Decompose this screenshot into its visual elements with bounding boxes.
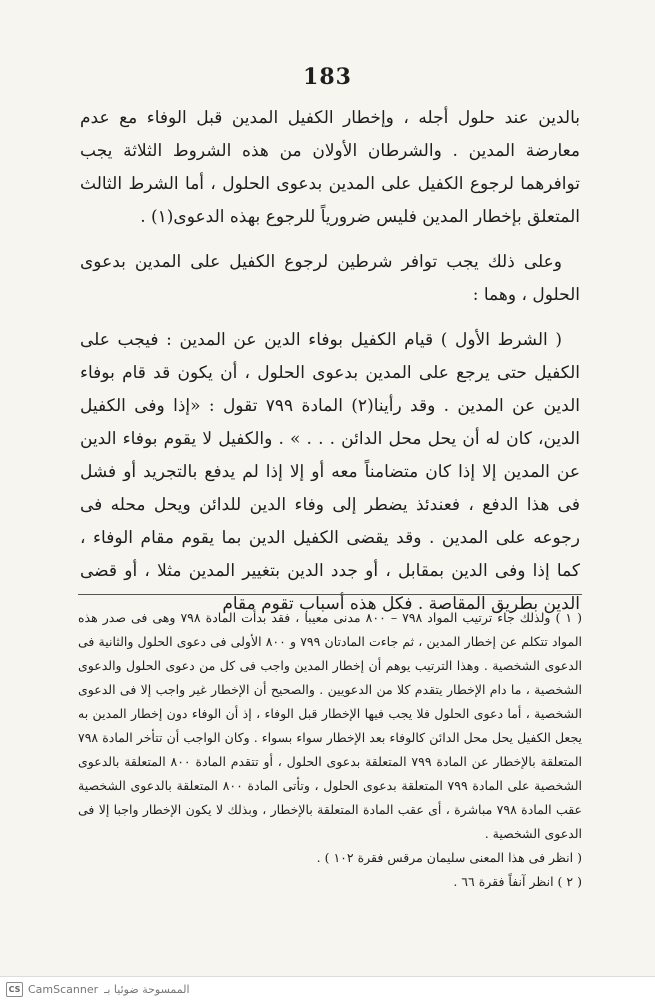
footnote-divider xyxy=(78,594,582,595)
page-number: 183 xyxy=(303,64,352,90)
footnote-1-reference: ( انظر فى هذا المعنى سليمان مرقس فقرة ١٠٢ ) . xyxy=(316,850,582,865)
paragraph-2: وعلى ذلك يجب توافر شرطين لرجوع الكفيل على المدين بدعوى الحلول ، وهما : xyxy=(80,252,580,305)
paragraph-1: بالدين عند حلول أجله ، وإخطار الكفيل المدين قبل الوفاء مع عدم معارضة المدين . والشرطان الأولان من هذه الشروط الثلاثة يجب توافرهما لرجوع الكفيل على المدين بدعوى الحلول ، أما الشرط الثالث المتعلق بإخطار المدين فليس ضرورياً للرجوع بهذه الدعوى(١) . xyxy=(80,108,580,227)
scanner-caption: الممسوحة ضوئيا بـ xyxy=(104,982,190,996)
scanner-app-name: CamScanner xyxy=(28,982,99,996)
camscanner-logo-icon: CS xyxy=(6,982,23,997)
footnote-1: ( ١ ) ولذلك جاء ترتيب المواد ٧٩٨ – ٨٠٠ مدنى معيبا ، فقد بدأت المادة ٧٩٨ وهى فى صدر هذه المواد تتكلم عن إخطار المدين ، ثم جاءت المادتان ٧٩٩ و ٨٠٠ الأولى فى دعوى الحلول والثانية فى الدعوى الشخصية . وهذا الترتيب يوهم أن إخطار المدين واجب فى كل من دعوى الحلول والدعوى الشخصية ، ما دام الإخطار يتقدم كلا من الدعويين . والصحيح أن الإخطار غير واجب إلا فى الدعوى الشخصية ، أما دعوى الحلول فلا يجب فيها الإخطار قبل الوفاء ، إذ أن الوفاء دون إخطار المدين به يجعل الكفيل يحل محل الدائن كالوفاء بعد الإخطار سواء بسواء . وكان الواجب أن تتأخر المادة ٧٩٨ المتعلقة بالإخطار عن المادة ٧٩٩ المتعلقة بدعوى الحلول ، أو تتقدم المادة ٨٠٠ المتعلقة بالدعوى الشخصية على المادة ٧٩٩ المتعلقة بدعوى الحلول ، وتأتى المادة ٨٠٠ المتعلقة بالدعوى الشخصية عقب المادة ٧٩٨ مباشرة ، أى عقب المادة المتعلقة بالإخطار ، وبذلك لا يكون الإخطار واجبا إلا فى الدعوى الشخصية . xyxy=(78,610,583,841)
footnote-2: ( ٢ ) انظر آنفاً فقرة ٦٦ . xyxy=(453,874,582,889)
paragraph-3: ( الشرط الأول ) قيام الكفيل بوفاء الدين عن المدين : فيجب على الكفيل حتى يرجع على المدين بدعوى الحلول ، أن يكون قد قام بوفاء الدين عن المدين . وقد رأينا(٢) المادة ٧٩٩ تقول : «إذا وفى الكفيل الدين، كان له أن يحل محل الدائن . . . » . والكفيل لا يقوم بوفاء الدين عن المدين إلا إذا كان متضامناً معه أو إلا إذا لم يدفع بالتجريد أو فشل فى هذا الدفع ، فعندئذ يضطر إلى وفاء الدين للدائن ويحل محله فى رجوعه على المدين . وقد يقضى الكفيل الدين بما يقوم مقام الوفاء ، كما إذا وفى الدين بمقابل ، أو جدد الدين بتغيير المدين مثلا ، أو قضى الدين بطريق المقاصة . فكل هذه أسباب تقوم مقام xyxy=(80,330,581,614)
scanner-footer xyxy=(0,976,655,1001)
footnotes xyxy=(78,606,582,894)
main-text xyxy=(80,102,580,621)
